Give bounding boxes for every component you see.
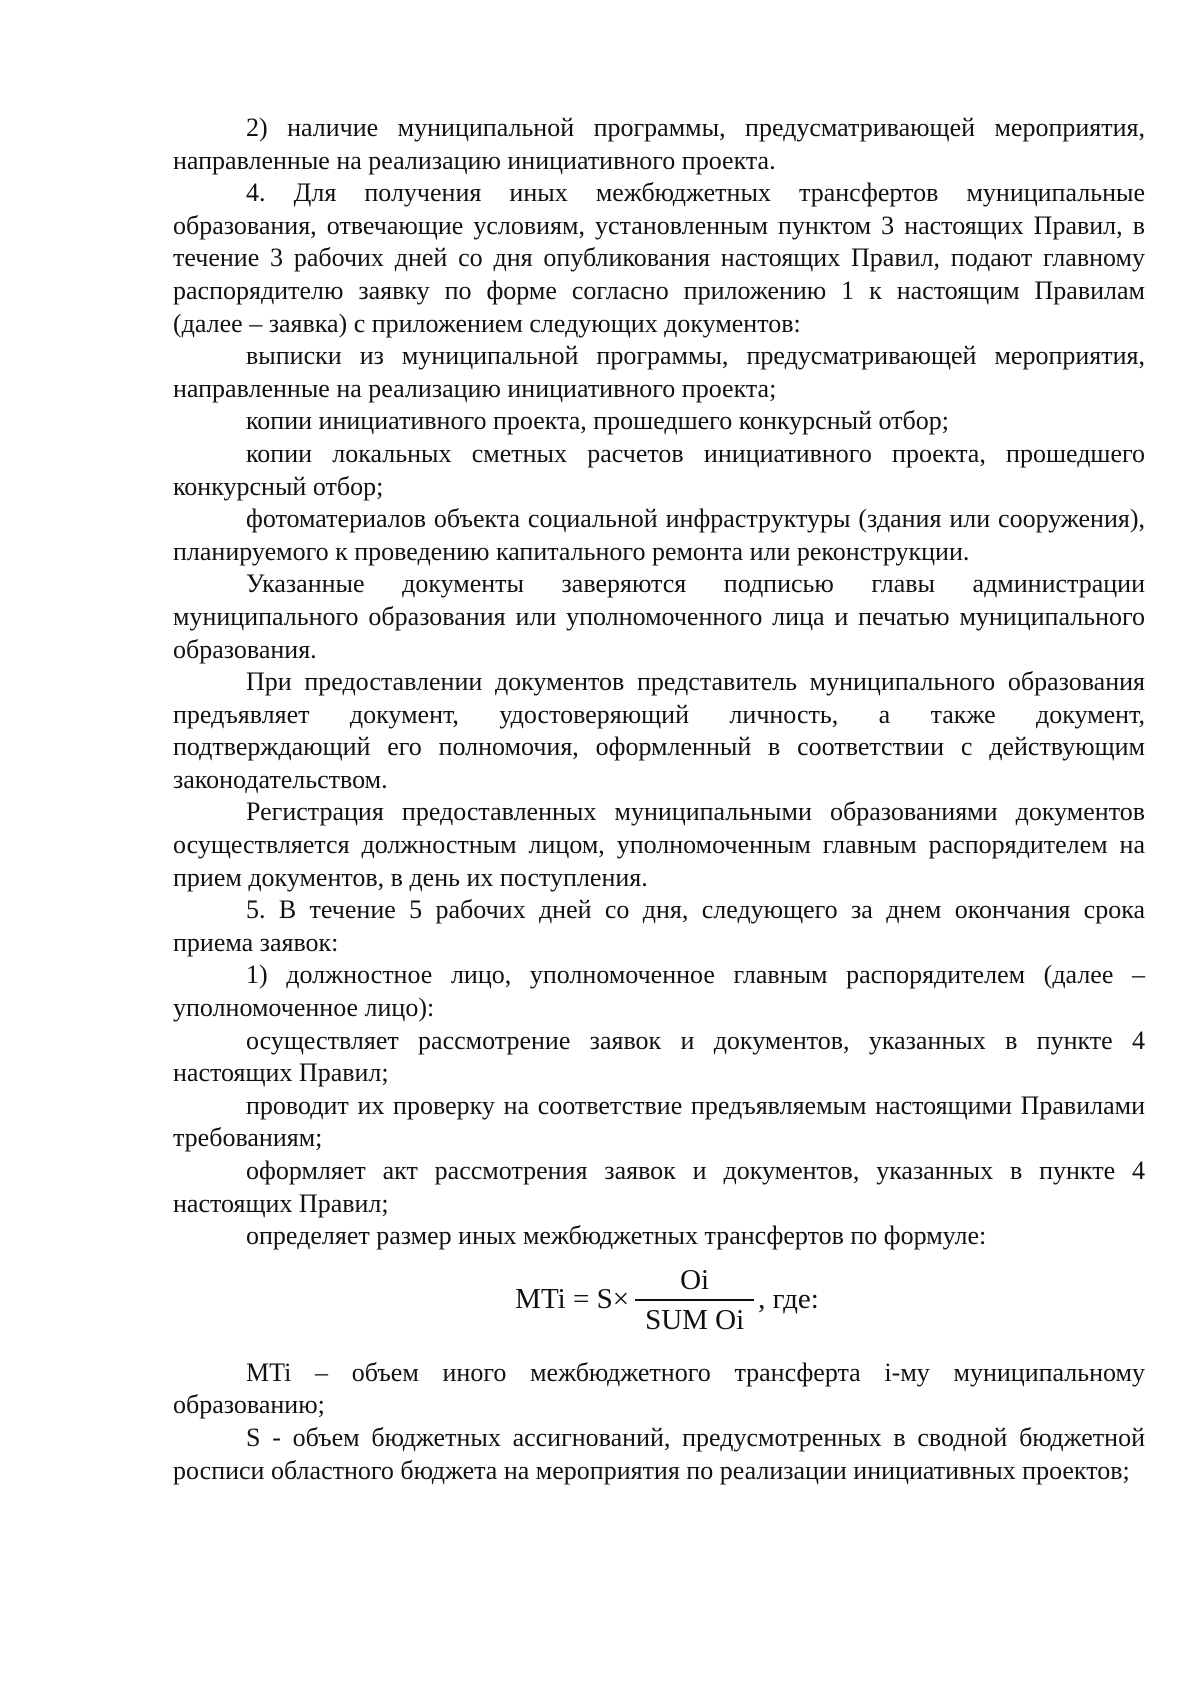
transfer-formula: [173, 1257, 1145, 1343]
paragraph: проводит их проверку на соответствие предъявляемым настоящими Правилами требованиям;: [173, 1090, 1145, 1153]
paragraph: оформляет акт рассмотрения заявок и документов, указанных в пункте 4 настоящих Правил;: [173, 1156, 1145, 1218]
paragraph: копии инициативного проекта, прошедшего конкурсный отбор;: [246, 406, 949, 436]
paragraph: осуществляет рассмотрение заявок и документов, указанных в пункте 4 настоящих Правил;: [173, 1025, 1145, 1088]
paragraph: 4. Для получения иных межбюджетных трансфертов муниципальные образования, отвечающие условиям, установленным пунктом 3 настоящих Правил, в течение 3 рабочих дней со дня опубликования настоящих Правил, подают главному распорядителю заявку по форме согласно приложению 1 к настоящим Правилам (далее – заявка) с приложением следующих документов:: [173, 178, 1145, 338]
document-body-top: [173, 112, 1145, 1253]
formula-fraction: [635, 1263, 754, 1337]
paragraph: 2) наличие муниципальной программы, предусматривающей мероприятия, направленные на реализацию инициативного проекта.: [173, 113, 1145, 175]
fraction-bar: [635, 1299, 754, 1301]
paragraph: определяет размер иных межбюджетных трансфертов по формуле:: [246, 1221, 987, 1251]
paragraph: 5. В течение 5 рабочих дней со дня, следующего за днем окончания срока приема заявок:: [173, 895, 1145, 957]
paragraph: Регистрация предоставленных муниципальными образованиями документов осуществляется должностным лицом, уполномоченным главным распорядителем на прием документов, в день их поступления.: [173, 797, 1145, 892]
formula-lhs: MTi = S×: [515, 1283, 630, 1316]
formula-numerator: Oi: [680, 1263, 710, 1296]
paragraph: копии локальных сметных расчетов инициативного проекта, прошедшего конкурсный отбор;: [173, 438, 1145, 501]
paragraph: выписки из муниципальной программы, предусматривающей мероприятия, направленные на реализацию инициативного проекта;: [173, 341, 1145, 403]
document-page: [173, 112, 1145, 1487]
paragraph: При предоставлении документов представитель муниципального образования предъявляет документ, удостоверяющий личность, а также документ, подтверждающий его полномочия, оформленный в соответствии с действующим законодательством.: [173, 667, 1145, 794]
paragraph: фотоматериалов объекта социальной инфраструктуры (здания или сооружения), планируемого к проведению капитального ремонта или реконструкции.: [173, 504, 1145, 566]
paragraph: S - объем бюджетных ассигнований, предусмотренных в сводной бюджетной росписи областного бюджета на мероприятия по реализации инициативных проектов;: [173, 1422, 1145, 1485]
paragraph: Указанные документы заверяются подписью главы администрации муниципального образования или уполномоченного лица и печатью муниципального образования.: [173, 569, 1145, 664]
paragraph: MTi – объем иного межбюджетного трансферта i-му муниципальному образованию;: [173, 1357, 1145, 1420]
document-body-bottom: [173, 1357, 1145, 1487]
paragraph: 1) должностное лицо, уполномоченное главным распорядителем (далее – уполномоченное лицо):: [173, 960, 1145, 1023]
formula-tail: , где:: [758, 1283, 819, 1316]
formula-denominator: SUM Oi: [645, 1303, 745, 1336]
